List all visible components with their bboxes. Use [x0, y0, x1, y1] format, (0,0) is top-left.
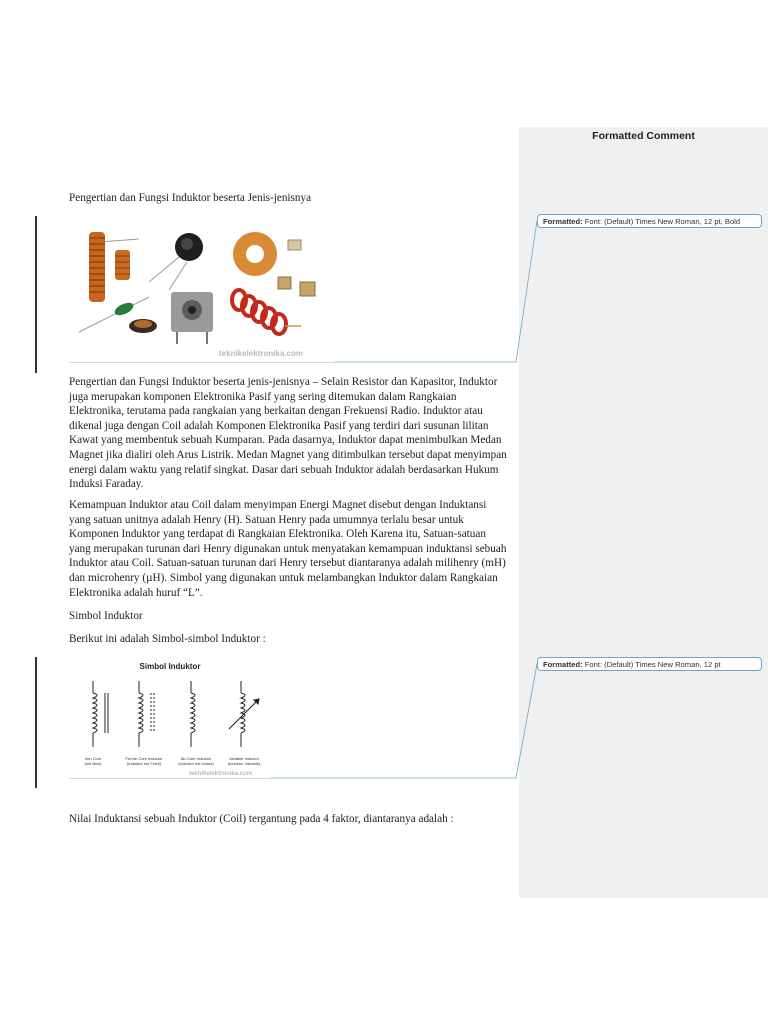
- caption-air-core-sub: (Induktor Inti Udara): [178, 761, 214, 766]
- caption-air-core: Air-Core Inductor: [180, 756, 212, 761]
- format-comment-1-label: Formatted:: [543, 217, 583, 226]
- document-title: Pengertian dan Fungsi Induktor beserta Jenis-jenisnya: [69, 192, 312, 204]
- paragraph-1: Pengertian dan Fungsi Induktor beserta jenis-jenisnya – Selain Resistor dan Kapasitor, Induktor juga merupakan komponen Elektronika Pasif yang sering ditemukan dalam Rangkaian Elektronika, terutama pada rangkaian yang berkaitan dengan Frekuensi Radio. Induktor atau dikenal juga dengan Coil adalah Komponen Elektronika Pasif yang terdiri dari susunan lilitan Kawat yang membentuk sebuah Kumparan. Pada dasarnya, Induktor dapat menimbulkan Medan Magnet jika dialiri oleh Arus Listrik. Medan Magnet yang ditimbulkan tersebut dapat menyimpan energi dalam waktu yang relatif singkat. Dasar dari sebuah Induktor adalah berdasarkan Hukum Induksi Faraday.: [69, 376, 507, 491]
- format-comment-1-text: Font: (Default) Times New Roman, 12 pt, Bold: [582, 217, 741, 226]
- caption-variable-sub: (Induktor Variable): [227, 761, 261, 766]
- format-comment-2-label: Formatted:: [543, 660, 583, 669]
- heading-simbol-induktor: Simbol Induktor: [69, 610, 143, 622]
- format-comment-2-text: Font: (Default) Times New Roman, 12 pt: [582, 660, 721, 669]
- photo-watermark: teknikelektronika.com: [219, 349, 304, 358]
- inductor-symbol-diagram: [69, 657, 271, 778]
- comment-pane-header: Formatted Comment: [592, 130, 695, 142]
- caption-variable: Variable Inductor: [229, 756, 259, 761]
- intro-simbol: Berikut ini adalah Simbol-simbol Induktor :: [69, 633, 266, 645]
- inductor-photo: [69, 222, 335, 362]
- comment-pane: [519, 127, 768, 898]
- caption-ferrite-core: Ferrite Core Inductor: [125, 756, 163, 761]
- symbol-diagram-title: Simbol Induktor: [139, 662, 201, 671]
- change-bar-1: [35, 216, 37, 373]
- caption-ferrite-core-sub: (Induktor Inti Ferrit): [126, 761, 162, 766]
- paragraph-2: Kemampuan Induktor atau Coil dalam menyimpan Energi Magnet disebut dengan Induktansi yang satuan unitnya adalah Henry (H). Satuan Henry pada umumnya terlalu besar untuk Komponen Induktor yang terdapat di Rangkaian Elektronika. Oleh Karena itu, Satuan-satuan yang merupakan turunan dari Henry digunakan untuk menyatakan kemampuan induktansi sebuah Induktor atau Coil. Satuan-satuan turunan dari Henry tersebut diantaranya adalah milihenry (mH) dan microhenry (µH). Simbol yang digunakan untuk melambangkan Induktor dalam Rangkaian Elektronika adalah huruf “L”.: [69, 499, 507, 599]
- caption-iron-core: Iron Core: [84, 756, 102, 761]
- diagram-watermark: teknikelektronika.com: [189, 771, 253, 777]
- closing-paragraph: Nilai Induktansi sebuah Induktor (Coil) tergantung pada 4 faktor, diantaranya adalah :: [69, 813, 454, 825]
- format-comment-2[interactable]: [537, 657, 762, 671]
- caption-iron-core-sub: (Inti Besi): [84, 761, 102, 766]
- change-bar-2: [35, 657, 37, 788]
- format-comment-1[interactable]: [537, 214, 762, 228]
